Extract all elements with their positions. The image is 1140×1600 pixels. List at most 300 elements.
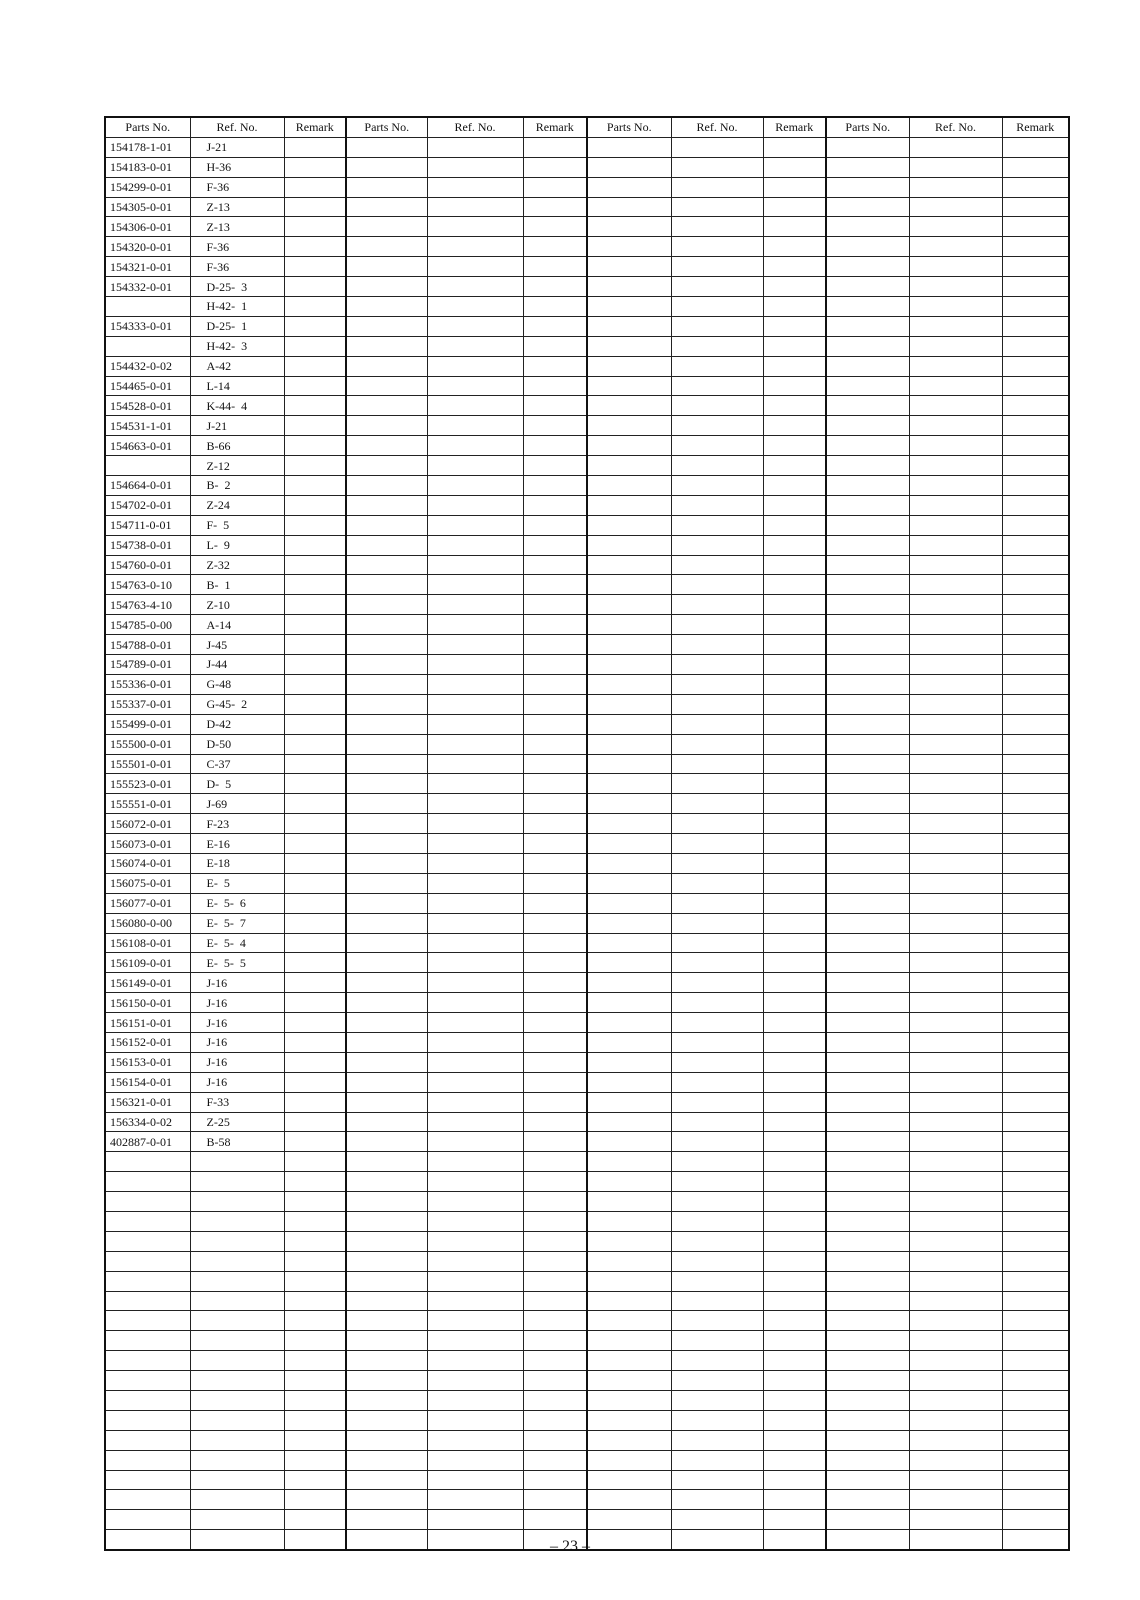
remark-cell	[523, 1211, 587, 1231]
ref-no-cell	[671, 416, 763, 436]
parts-no-cell	[587, 1450, 671, 1470]
remark-cell	[523, 177, 587, 197]
remark-cell	[763, 1410, 826, 1430]
parts-no-cell	[346, 973, 427, 993]
parts-no-cell	[587, 1490, 671, 1510]
parts-no-cell	[826, 1152, 909, 1172]
remark-cell	[284, 655, 346, 675]
parts-no-cell	[826, 376, 909, 396]
remark-cell	[763, 1311, 826, 1331]
ref-no-cell	[671, 1072, 763, 1092]
remark-cell	[1002, 1371, 1069, 1391]
ref-no-cell	[671, 396, 763, 416]
parts-no-cell	[105, 1271, 190, 1291]
remark-cell	[1002, 137, 1069, 157]
parts-no-cell	[105, 1172, 190, 1192]
remark-cell	[523, 1430, 587, 1450]
remark-cell	[523, 834, 587, 854]
remark-cell	[284, 1132, 346, 1152]
parts-no-cell: 402887-0-01	[105, 1132, 190, 1152]
remark-cell	[1002, 157, 1069, 177]
ref-no-cell	[909, 137, 1002, 157]
ref-no-cell	[909, 1510, 1002, 1530]
parts-no-cell	[587, 297, 671, 317]
ref-no-cell	[909, 1032, 1002, 1052]
ref-no-cell	[909, 476, 1002, 496]
parts-no-cell	[826, 555, 909, 575]
ref-no-cell	[671, 1231, 763, 1251]
ref-no-cell	[427, 1211, 523, 1231]
parts-no-cell	[826, 1311, 909, 1331]
ref-no-cell	[427, 137, 523, 157]
ref-no-cell	[909, 1112, 1002, 1132]
remark-cell	[284, 1172, 346, 1192]
remark-cell	[523, 814, 587, 834]
parts-no-cell	[826, 1510, 909, 1530]
parts-no-cell	[105, 1331, 190, 1351]
parts-no-cell	[346, 197, 427, 217]
parts-no-cell	[346, 1450, 427, 1470]
parts-no-cell	[826, 794, 909, 814]
parts-no-cell	[105, 1391, 190, 1411]
remark-cell	[284, 1311, 346, 1331]
remark-cell	[763, 1192, 826, 1212]
ref-no-cell: J-21	[190, 416, 284, 436]
remark-cell	[284, 316, 346, 336]
ref-no-cell	[909, 794, 1002, 814]
ref-no-cell	[671, 1331, 763, 1351]
ref-no-cell	[671, 1132, 763, 1152]
remark-cell	[523, 1291, 587, 1311]
remark-cell	[284, 336, 346, 356]
ref-no-cell	[909, 595, 1002, 615]
remark-cell	[523, 1331, 587, 1351]
parts-no-cell: 154432-0-02	[105, 356, 190, 376]
remark-cell	[1002, 1112, 1069, 1132]
parts-no-cell	[346, 1410, 427, 1430]
remark-cell	[523, 217, 587, 237]
remark-cell	[1002, 794, 1069, 814]
ref-no-cell	[671, 575, 763, 595]
ref-no-cell	[909, 1271, 1002, 1291]
parts-no-cell: 156149-0-01	[105, 973, 190, 993]
ref-no-cell	[427, 933, 523, 953]
ref-no-cell: C-37	[190, 754, 284, 774]
ref-no-cell	[909, 1490, 1002, 1510]
table-row	[105, 1311, 1069, 1331]
table-row	[105, 575, 1069, 595]
parts-no-cell	[587, 476, 671, 496]
remark-cell	[763, 336, 826, 356]
parts-no-cell	[587, 137, 671, 157]
ref-no-cell	[427, 555, 523, 575]
remark-cell	[284, 1192, 346, 1212]
ref-no-cell: B-58	[190, 1132, 284, 1152]
parts-no-cell	[346, 893, 427, 913]
parts-no-cell	[587, 1092, 671, 1112]
ref-no-cell	[427, 495, 523, 515]
table-row	[105, 1172, 1069, 1192]
parts-no-cell	[826, 1231, 909, 1251]
parts-no-cell	[346, 456, 427, 476]
ref-no-cell	[671, 1311, 763, 1331]
parts-no-cell	[105, 456, 190, 476]
ref-no-cell	[427, 655, 523, 675]
parts-no-cell	[587, 754, 671, 774]
remark-cell	[284, 1251, 346, 1271]
ref-no-cell	[427, 734, 523, 754]
parts-no-cell	[587, 1470, 671, 1490]
remark-cell	[763, 1331, 826, 1351]
table-row	[105, 734, 1069, 754]
remark-cell	[284, 1450, 346, 1470]
parts-no-cell	[346, 754, 427, 774]
remark-cell	[763, 1112, 826, 1132]
table-row	[105, 814, 1069, 834]
parts-no-cell	[826, 1371, 909, 1391]
remark-header: Remark	[1002, 117, 1069, 137]
table-row	[105, 157, 1069, 177]
parts-no-cell	[587, 1311, 671, 1331]
ref-no-cell	[427, 973, 523, 993]
table-row	[105, 336, 1069, 356]
remark-cell	[763, 177, 826, 197]
parts-no-cell	[587, 217, 671, 237]
remark-cell	[284, 1410, 346, 1430]
parts-no-cell	[346, 933, 427, 953]
parts-no-cell: 156151-0-01	[105, 1013, 190, 1033]
remark-cell	[1002, 495, 1069, 515]
remark-cell	[284, 635, 346, 655]
ref-no-cell	[190, 1271, 284, 1291]
remark-cell	[763, 674, 826, 694]
parts-no-cell	[587, 575, 671, 595]
parts-no-cell	[105, 1430, 190, 1450]
parts-no-cell	[587, 376, 671, 396]
remark-cell	[763, 1172, 826, 1192]
ref-no-cell: J-16	[190, 1032, 284, 1052]
ref-no-cell: J-16	[190, 973, 284, 993]
parts-no-cell: 155499-0-01	[105, 714, 190, 734]
table-row	[105, 1371, 1069, 1391]
parts-no-cell	[587, 1291, 671, 1311]
parts-no-cell	[587, 694, 671, 714]
table-row	[105, 1032, 1069, 1052]
parts-no-cell	[346, 1072, 427, 1092]
ref-no-cell	[909, 1192, 1002, 1212]
table-row	[105, 953, 1069, 973]
remark-cell	[284, 814, 346, 834]
parts-no-cell	[826, 1172, 909, 1192]
remark-cell	[523, 933, 587, 953]
remark-cell	[1002, 277, 1069, 297]
parts-no-cell	[587, 277, 671, 297]
parts-no-cell	[587, 814, 671, 834]
parts-no-cell: 155336-0-01	[105, 674, 190, 694]
parts-no-cell	[826, 814, 909, 834]
parts-no-cell	[105, 1251, 190, 1271]
parts-no-cell	[105, 1211, 190, 1231]
remark-cell	[763, 694, 826, 714]
ref-no-cell	[427, 893, 523, 913]
ref-no-cell	[671, 555, 763, 575]
ref-no-cell	[671, 495, 763, 515]
remark-cell	[284, 1391, 346, 1411]
ref-no-cell	[427, 1251, 523, 1271]
remark-cell	[523, 853, 587, 873]
parts-no-cell	[826, 177, 909, 197]
remark-cell	[523, 1311, 587, 1331]
remark-cell	[284, 674, 346, 694]
remark-cell	[523, 277, 587, 297]
remark-cell	[523, 714, 587, 734]
ref-no-cell	[909, 376, 1002, 396]
parts-no-cell	[826, 515, 909, 535]
table-row	[105, 615, 1069, 635]
parts-no-cell	[826, 297, 909, 317]
ref-no-cell	[671, 1032, 763, 1052]
ref-no-cell	[427, 1311, 523, 1331]
remark-cell	[523, 316, 587, 336]
parts-no-cell	[587, 555, 671, 575]
parts-no-cell	[587, 1192, 671, 1212]
table-row	[105, 257, 1069, 277]
ref-no-cell	[190, 1152, 284, 1172]
remark-cell	[763, 277, 826, 297]
ref-no-cell	[909, 1052, 1002, 1072]
remark-cell	[284, 873, 346, 893]
remark-cell	[284, 396, 346, 416]
table-row	[105, 834, 1069, 854]
remark-cell	[523, 953, 587, 973]
parts-no-cell	[346, 237, 427, 257]
ref-no-cell	[671, 1092, 763, 1112]
parts-no-cell	[105, 1470, 190, 1490]
ref-no-cell: F-33	[190, 1092, 284, 1112]
parts-no-cell	[826, 714, 909, 734]
parts-no-cell	[826, 1331, 909, 1351]
parts-no-cell	[826, 754, 909, 774]
parts-no-cell	[587, 436, 671, 456]
parts-no-cell	[346, 615, 427, 635]
ref-no-cell	[427, 1072, 523, 1092]
remark-cell	[763, 535, 826, 555]
parts-no-cell: 154183-0-01	[105, 157, 190, 177]
remark-cell	[523, 873, 587, 893]
remark-cell	[284, 436, 346, 456]
parts-no-cell	[346, 1351, 427, 1371]
ref-no-cell	[909, 1132, 1002, 1152]
parts-no-cell	[826, 655, 909, 675]
parts-no-cell	[346, 555, 427, 575]
table-row	[105, 476, 1069, 496]
remark-cell	[763, 1211, 826, 1231]
parts-no-cell	[346, 436, 427, 456]
remark-cell	[523, 1410, 587, 1430]
parts-no-cell	[587, 655, 671, 675]
parts-no-cell	[346, 575, 427, 595]
remark-cell	[523, 1092, 587, 1112]
parts-no-cell	[826, 456, 909, 476]
parts-no-cell	[346, 535, 427, 555]
ref-no-cell	[909, 1351, 1002, 1371]
parts-no-cell	[826, 1013, 909, 1033]
remark-cell	[763, 456, 826, 476]
parts-no-cell	[346, 1231, 427, 1251]
parts-no-cell	[346, 1251, 427, 1271]
remark-cell	[284, 1231, 346, 1251]
ref-no-cell	[427, 714, 523, 734]
ref-no-cell	[909, 1172, 1002, 1192]
parts-no-cell	[587, 973, 671, 993]
ref-no-cell	[671, 1013, 763, 1033]
parts-no-cell	[826, 416, 909, 436]
ref-no-cell	[427, 1231, 523, 1251]
parts-no-cell	[346, 1371, 427, 1391]
ref-no-cell	[909, 396, 1002, 416]
remark-cell	[763, 137, 826, 157]
ref-no-header: Ref. No.	[909, 117, 1002, 137]
remark-cell	[1002, 1490, 1069, 1510]
ref-no-cell: J-21	[190, 137, 284, 157]
parts-no-cell	[346, 1032, 427, 1052]
table-row	[105, 1013, 1069, 1033]
ref-no-cell: B- 1	[190, 575, 284, 595]
ref-no-cell	[427, 316, 523, 336]
parts-no-cell	[346, 774, 427, 794]
ref-no-cell	[909, 913, 1002, 933]
table-row	[105, 1510, 1069, 1530]
table-row	[105, 1391, 1069, 1411]
parts-no-cell: 154321-0-01	[105, 257, 190, 277]
parts-no-cell: 156077-0-01	[105, 893, 190, 913]
remark-cell	[523, 456, 587, 476]
parts-no-cell: 156075-0-01	[105, 873, 190, 893]
remark-cell	[523, 416, 587, 436]
parts-no-cell	[826, 595, 909, 615]
parts-no-cell	[826, 257, 909, 277]
remark-cell	[763, 157, 826, 177]
parts-no-cell: 155523-0-01	[105, 774, 190, 794]
ref-no-cell	[427, 1032, 523, 1052]
remark-cell	[1002, 655, 1069, 675]
table-row	[105, 1271, 1069, 1291]
parts-no-cell	[105, 1410, 190, 1430]
parts-no-cell	[346, 297, 427, 317]
parts-no-cell	[587, 1211, 671, 1231]
remark-cell	[763, 1052, 826, 1072]
remark-cell	[763, 834, 826, 854]
ref-no-cell	[190, 1291, 284, 1311]
remark-cell	[763, 1510, 826, 1530]
parts-no-cell	[587, 1351, 671, 1371]
ref-no-cell: B- 2	[190, 476, 284, 496]
parts-no-cell	[105, 1510, 190, 1530]
remark-cell	[523, 575, 587, 595]
table-row	[105, 217, 1069, 237]
ref-no-cell	[909, 655, 1002, 675]
parts-no-cell	[587, 993, 671, 1013]
remark-cell	[523, 734, 587, 754]
remark-cell	[523, 615, 587, 635]
parts-no-cell	[346, 257, 427, 277]
parts-no-cell	[587, 157, 671, 177]
parts-no-cell	[587, 177, 671, 197]
ref-no-cell	[427, 356, 523, 376]
table-row	[105, 297, 1069, 317]
ref-no-cell: K-44- 4	[190, 396, 284, 416]
remark-cell	[523, 1052, 587, 1072]
remark-cell	[284, 1351, 346, 1371]
parts-no-cell	[587, 1072, 671, 1092]
ref-no-cell	[909, 356, 1002, 376]
remark-cell	[1002, 356, 1069, 376]
table-row	[105, 436, 1069, 456]
remark-cell	[523, 993, 587, 1013]
remark-cell	[284, 714, 346, 734]
ref-no-cell	[671, 933, 763, 953]
remark-cell	[284, 794, 346, 814]
remark-cell	[1002, 436, 1069, 456]
parts-no-cell	[587, 1430, 671, 1450]
table-row	[105, 1450, 1069, 1470]
parts-no-cell: 154738-0-01	[105, 535, 190, 555]
remark-cell	[284, 1490, 346, 1510]
remark-cell	[284, 555, 346, 575]
remark-cell	[523, 1231, 587, 1251]
ref-no-cell	[909, 456, 1002, 476]
ref-no-cell	[671, 774, 763, 794]
remark-cell	[763, 436, 826, 456]
table-row	[105, 555, 1069, 575]
ref-no-cell	[427, 436, 523, 456]
ref-no-cell	[671, 1172, 763, 1192]
parts-no-cell: 156152-0-01	[105, 1032, 190, 1052]
parts-no-cell	[587, 237, 671, 257]
remark-cell	[523, 973, 587, 993]
parts-no-cell	[587, 1231, 671, 1251]
parts-no-cell	[826, 396, 909, 416]
ref-no-cell	[909, 674, 1002, 694]
ref-no-cell	[909, 197, 1002, 217]
remark-cell	[523, 1172, 587, 1192]
table-row	[105, 197, 1069, 217]
parts-no-cell	[105, 1450, 190, 1470]
parts-no-cell	[826, 476, 909, 496]
parts-no-cell: 154305-0-01	[105, 197, 190, 217]
remark-cell	[284, 913, 346, 933]
remark-cell	[1002, 1450, 1069, 1470]
parts-no-cell: 154528-0-01	[105, 396, 190, 416]
parts-no-cell: 154663-0-01	[105, 436, 190, 456]
ref-no-cell	[909, 157, 1002, 177]
parts-no-cell	[587, 316, 671, 336]
remark-cell	[284, 277, 346, 297]
parts-no-cell	[826, 535, 909, 555]
ref-no-cell: Z-13	[190, 197, 284, 217]
parts-no-cell	[105, 1490, 190, 1510]
ref-no-cell	[671, 376, 763, 396]
parts-no-cell	[346, 1092, 427, 1112]
remark-cell	[763, 1490, 826, 1510]
table-row	[105, 1251, 1069, 1271]
parts-no-cell	[346, 1510, 427, 1530]
ref-no-cell	[909, 237, 1002, 257]
remark-cell	[1002, 396, 1069, 416]
parts-no-cell: 156080-0-00	[105, 913, 190, 933]
ref-no-cell	[671, 873, 763, 893]
remark-cell	[763, 615, 826, 635]
